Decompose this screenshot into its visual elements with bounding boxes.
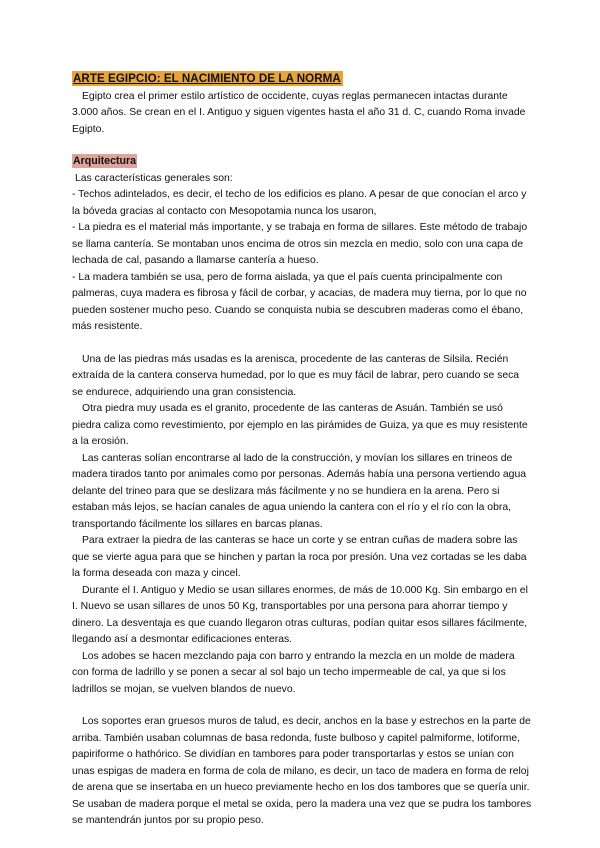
title-row bbox=[72, 71, 532, 89]
document-body bbox=[72, 71, 532, 830]
document-title: ARTE EGIPCIO: EL NACIMIENTO DE LA NORMA bbox=[73, 72, 341, 85]
characteristics-intro: Las características generales son: bbox=[75, 172, 233, 184]
section-heading-arquitectura: Arquitectura bbox=[73, 155, 136, 167]
characteristic-item: - Techos adintelados, es decir, el techo de los edificios es plano. A pesar de que conocían el arco y la bóveda gracias al contacto con Mesopotamia nunca los usaron, bbox=[72, 189, 527, 217]
stone-paragraph: Para extraer la piedra de las canteras se hace un corte y se entran cuñas de madera sobre las que se vierte agua para que se hinchen y partan la roca por presión. Una vez cortadas se les daba la forma deseada con maza y cincel. bbox=[72, 535, 527, 579]
stone-paragraph: Los adobes se hacen mezclando paja con barro y entrando la mezcla en un molde de madera con forma de ladrillo y se ponen a secar al sol bajo un techo impermeable de cal, ya que si los ladrillos se mojan, se vuelven blandos de nuevo. bbox=[72, 650, 515, 695]
stone-paragraph: Las canteras solían encontrarse al lado de la construcción, y movían los sillares en trineos de madera tirados tanto por animales como por personas. Además había una persona vertiendo agua delante del trineo para que se deslizara más fácilmente y no se hundiera en la arena. Pero si estaban más lejos, se hacían canales de agua uniendo la cantera con el río y el río con la obra, transportando fácilmente los sillares en barcas planas. bbox=[72, 452, 527, 530]
spacer bbox=[72, 336, 532, 352]
stone-paragraph: Otra piedra muy usada es el granito, procedente de las canteras de Asuán. También se usó piedra caliza como revestimiento, por ejemplo en las pirámides de Guiza, ya que es muy resistente a la erosión. bbox=[72, 403, 528, 447]
section-heading-row bbox=[72, 154, 532, 171]
characteristic-item: - La madera también se usa, pero de forma aislada, ya que el país cuenta principalmente con palmeras, cuya madera es fibrosa y fácil de corbar, y acacias, de madera muy tierna, por lo que no pueden sostener mucho peso. Cuando se conquista nubia se descubren maderas como el ébano, más resistente. bbox=[72, 271, 527, 332]
characteristic-item: - La piedra es el material más importante, y se trabaja en forma de sillares. Este método de trabajo se llama cantería. Se montaban unos encima de otros sin mezcla en medio, solo con una capa de lechada de cal, pasando a llamarse cantería a hueso. bbox=[72, 222, 528, 266]
spacer bbox=[72, 138, 532, 154]
stone-paragraph: Durante el I. Antiguo y Medio se usan sillares enormes, de más de 10.000 Kg. Sin embargo en el I. Nuevo se usan sillares de unos 50 Kg, transportables por una persona para ahorrar tiempo y dinero. La desventaja es que cuando llegaron otras culturas, podían quitar esos sillares fácilmente, llegando así a desmontar edificaciones enteras. bbox=[72, 584, 528, 645]
intro-paragraph: Egipto crea el primer estilo artístico de occidente, cuyas reglas permanecen intactas durante 3.000 años. Se crean en el I. Antiguo y siguen vigentes hasta el año 31 d. C, cuando Roma invade Egipto. bbox=[72, 90, 526, 135]
stone-paragraph: Una de las piedras más usadas es la arenisca, procedente de las canteras de Silsila. Recién extraída de la cantera conserva humedad, por lo que es muy fácil de labrar, pero cuando se seca se endurece, adquiriendo una gran consistencia. bbox=[72, 353, 520, 398]
supports-paragraph: Los soportes eran gruesos muros de talud, es decir, anchos en la base y estrechos en la parte de arriba. También usaban columnas de basa redonda, fuste bulboso y capitel palmiforme, lotiforme, papiriforme o hathórico. Se dividían en tambores para poder transportarlas y estos se unían con unas espigas de madera en forma de cola de milano, es decir, un taco de madera en forma de reloj de arena que se insertaba en un hueco previamente hecho en los dos tambores que se quería unir. Se usaban de madera porque el metal se oxida, pero la madera una vez que se pudra los tambores se mantendrán juntos por su propio peso. bbox=[72, 716, 532, 826]
spacer bbox=[72, 698, 532, 714]
